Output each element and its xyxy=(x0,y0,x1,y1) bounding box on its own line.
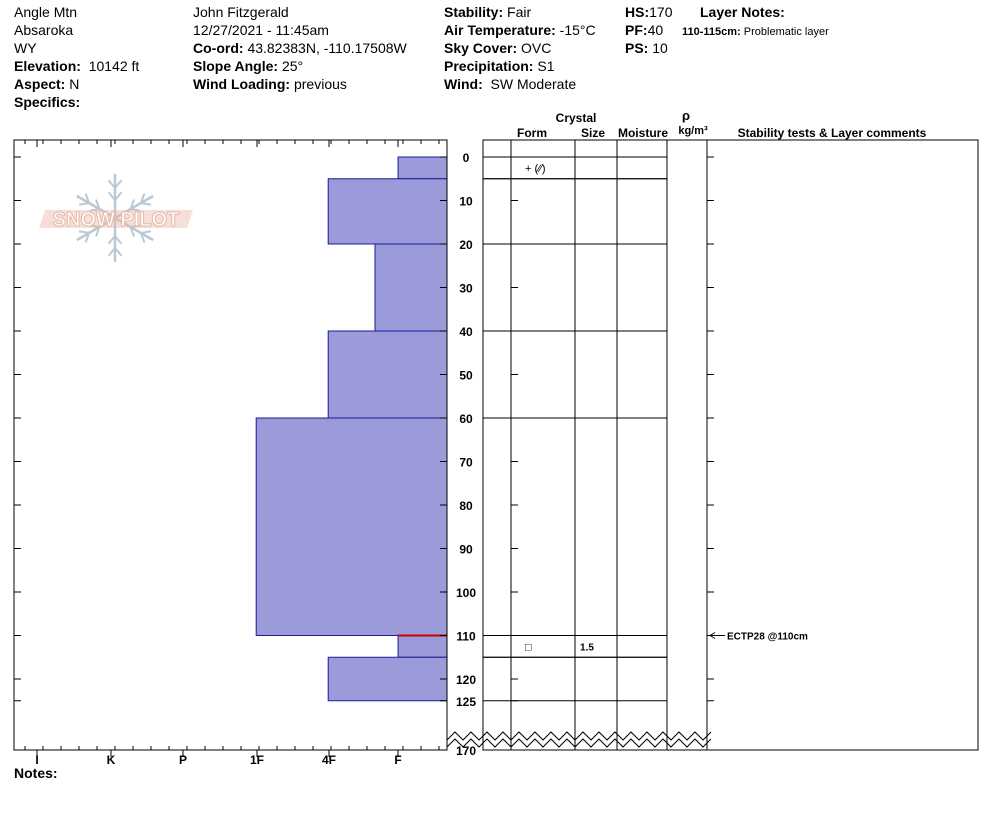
slope-label: Slope Angle: xyxy=(193,58,279,74)
depth-label: 80 xyxy=(459,499,473,513)
depth-label: 30 xyxy=(459,281,473,296)
hardness-layers xyxy=(256,157,447,701)
depth-label: 70 xyxy=(459,455,473,470)
hardness-scale-label: 4F xyxy=(321,753,337,767)
datetime: 12/27/2021 - 11:45am xyxy=(193,22,329,38)
depth-label: 90 xyxy=(459,542,473,557)
pf-value: 40 xyxy=(647,22,664,38)
logo-flake-branch xyxy=(79,231,89,233)
layer-note-text: Problematic layer xyxy=(743,26,829,38)
logo-flake-branch xyxy=(141,231,151,233)
hardness-layer xyxy=(328,179,447,244)
depth-label: 20 xyxy=(459,238,473,252)
elevation-value: 10142 ft xyxy=(88,58,140,74)
depth-label: 120 xyxy=(455,673,477,687)
stability-value: Fair xyxy=(507,4,532,20)
form-header: Form xyxy=(517,126,547,140)
grain-frame xyxy=(483,140,978,750)
coord-label: Co-ord: xyxy=(193,40,244,56)
depth-label: 125 xyxy=(455,694,477,709)
layer-note-depth: 110-115cm: xyxy=(682,26,741,38)
air-temp-value: -15°C xyxy=(559,22,596,38)
location: Angle Mtn xyxy=(14,4,78,20)
snowpilot-logo xyxy=(39,174,193,262)
aspect-value: N xyxy=(69,76,80,92)
grain-form: + (⁄⁄) xyxy=(525,162,546,175)
hardness-scale-label: K xyxy=(106,753,116,767)
hardness-layer xyxy=(398,157,447,179)
state: WY xyxy=(14,40,37,56)
precip-value: S1 xyxy=(537,58,555,74)
hs-label: HS: xyxy=(625,4,650,20)
notes-label: Notes: xyxy=(14,765,58,781)
depth-label: 0 xyxy=(462,151,470,165)
elevation-label: Elevation: xyxy=(14,58,81,74)
depth-label: 50 xyxy=(459,368,473,383)
depth-label: 40 xyxy=(459,325,473,339)
wind-value: SW Moderate xyxy=(490,76,577,92)
hardness-layer xyxy=(375,244,447,331)
hardness-scale-label: 1F xyxy=(249,753,265,767)
depth-label: 60 xyxy=(459,412,473,426)
depth-label: 170 xyxy=(455,744,477,758)
moisture-header: Moisture xyxy=(617,126,669,140)
slope-value: 25° xyxy=(281,58,304,74)
size-header: Size xyxy=(580,126,606,140)
specifics-label: Specifics: xyxy=(14,94,81,110)
column-headers xyxy=(517,108,927,140)
air-temp-label: Air Temperature: xyxy=(444,22,556,38)
hardness-layer xyxy=(398,636,447,658)
hardness-layer xyxy=(328,657,447,701)
grain-form: □ xyxy=(525,641,532,654)
chart-frames xyxy=(14,140,978,750)
logo-flake-branch xyxy=(141,203,151,205)
wind-loading-label: Wind Loading: xyxy=(193,76,291,92)
stability-label: Stability: xyxy=(444,4,504,20)
grain-size: 1.5 xyxy=(580,642,594,654)
hardness-layer xyxy=(256,418,447,636)
stability-tests xyxy=(710,632,808,643)
hs-value: 170 xyxy=(649,4,673,20)
pf-label: PF: xyxy=(625,22,648,38)
layer-notes-label-text: Layer Notes: xyxy=(700,4,785,20)
crystal-header: Crystal xyxy=(555,111,597,125)
rho-header: ρ xyxy=(681,108,691,123)
logo-text: SNOW PILOT xyxy=(52,209,180,231)
precip-label: Precipitation: xyxy=(444,58,534,74)
logo-flake-branch xyxy=(79,203,89,205)
depth-label: 100 xyxy=(455,586,477,600)
hardness-scale-label: F xyxy=(394,753,402,767)
aspect-label: Aspect: xyxy=(14,76,66,92)
wind-label: Wind: xyxy=(444,76,483,92)
observer: John Fitzgerald xyxy=(193,4,289,20)
hardness-layer xyxy=(328,331,447,418)
hardness-scale-label: P xyxy=(178,753,188,767)
wind-loading-value: previous xyxy=(293,76,347,92)
density-header: kg/m³ xyxy=(678,125,708,137)
mountain-range: Absaroka xyxy=(14,22,74,38)
ps-value: 10 xyxy=(652,40,668,56)
coord-value: 43.82383N, -110.17508W xyxy=(247,40,407,56)
depth-label: 10 xyxy=(459,194,473,209)
hardness-scale-label: I xyxy=(35,753,39,767)
comments-header: Stability tests & Layer comments xyxy=(737,126,927,140)
depth-label: 110 xyxy=(456,629,476,644)
ps-label: PS: xyxy=(625,40,649,56)
sky-value: OVC xyxy=(521,40,552,56)
sky-label: Sky Cover: xyxy=(444,40,518,56)
test-label: ECTP28 @110cm xyxy=(727,631,808,643)
